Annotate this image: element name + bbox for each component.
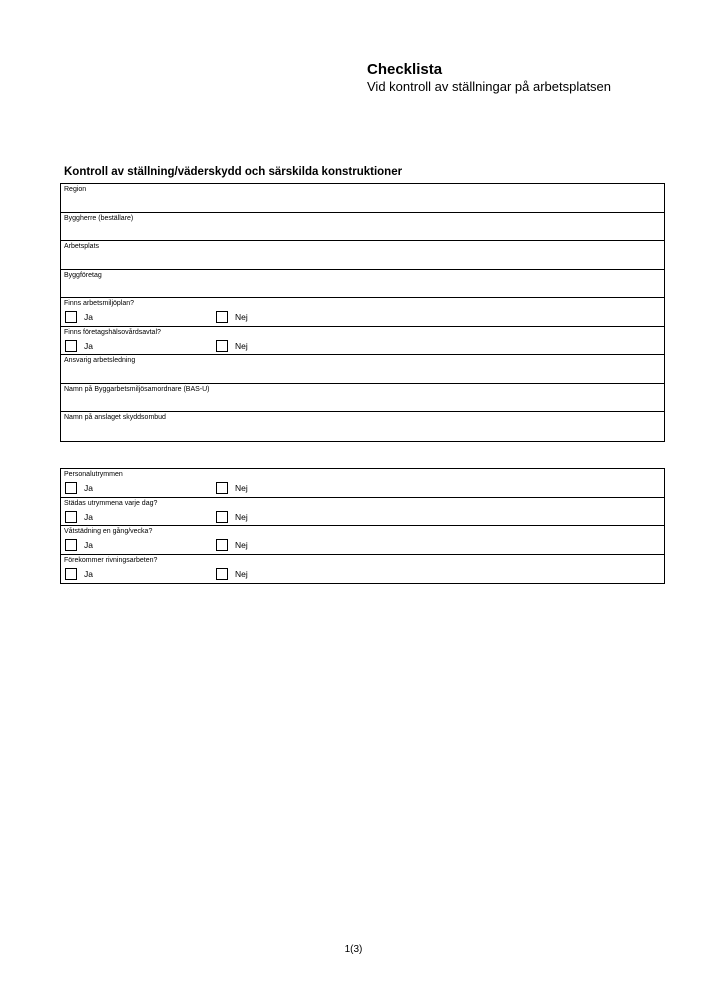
nej-label: Nej [235,511,248,522]
rivningsarbeten-ja-checkbox[interactable] [65,568,77,580]
ja-label: Ja [84,312,93,322]
document-subtitle: Vid kontroll av ställningar på arbetsplatsen [367,79,612,94]
halsovardsavtal-ja-checkbox[interactable] [65,340,77,352]
stadas-nej-option[interactable] [216,511,248,523]
vatstadning-nej-option[interactable] [216,539,248,551]
skyddsombud-row [61,412,664,441]
ja-label: Ja [84,511,93,522]
byggherre-row [61,213,664,242]
nej-label: Nej [235,312,248,322]
stadas-nej-checkbox[interactable] [216,511,228,523]
rivningsarbeten-nej-checkbox[interactable] [216,568,228,580]
arbetsledning-field[interactable] [64,366,661,381]
rivningsarbeten-label: Förekommer rivningsarbeten? [64,556,158,564]
personalutrymmen-ja-option[interactable] [65,482,93,494]
ja-label: Ja [84,540,93,550]
stadas-ja-option[interactable] [65,511,93,523]
arbetsplats-row [61,241,664,270]
halsovardsavtal-row [61,327,664,356]
skyddsombud-label: Namn på anslaget skyddsombud [64,414,166,421]
personalutrymmen-label: Personalutrymmen [64,471,123,478]
nej-label: Nej [235,340,248,351]
personalutrymmen-nej-option[interactable] [216,482,248,494]
arbetsmiljoplan-ja-option[interactable] [65,311,93,323]
rivningsarbeten-nej-option[interactable] [216,568,248,580]
site-info-table [60,183,665,442]
arbetsmiljoplan-nej-option[interactable] [216,311,248,323]
arbetsledning-label: Ansvarig arbetsledning [64,357,136,364]
region-field[interactable] [64,195,661,210]
stadas-ja-checkbox[interactable] [65,511,77,523]
region-row [61,184,664,213]
byggforetag-row [61,270,664,299]
vatstadning-row [61,526,664,555]
stadas-label: Städas utrymmena varje dag? [64,499,158,507]
stadas-row [61,498,664,527]
basu-field[interactable] [64,395,661,410]
byggforetag-field[interactable] [64,281,661,296]
halsovardsavtal-nej-checkbox[interactable] [216,340,228,352]
halsovardsavtal-label: Finns företagshälsovårdsavtal? [64,328,161,336]
arbetsmiljoplan-ja-checkbox[interactable] [65,311,77,323]
byggherre-label: Byggherre (beställare) [64,214,134,222]
document-header [367,61,611,95]
byggforetag-label: Byggföretag [64,271,102,279]
basu-label: Namn på Byggarbetsmiljösamordnare (BAS-U) [64,385,210,393]
nej-label: Nej [235,483,248,493]
personnel-facilities-table [60,468,665,584]
ja-label: Ja [84,568,93,579]
personalutrymmen-ja-checkbox[interactable] [65,482,77,494]
ja-label: Ja [84,340,93,351]
vatstadning-ja-checkbox[interactable] [65,539,77,551]
halsovardsavtal-ja-option[interactable] [65,340,93,352]
skyddsombud-field[interactable] [64,423,661,439]
document-title: Checklista [367,61,443,78]
personalutrymmen-nej-checkbox[interactable] [216,482,228,494]
arbetsmiljoplan-label: Finns arbetsmiljöplan? [64,300,135,307]
nej-label: Nej [235,540,248,550]
arbetsplats-field[interactable] [64,252,661,267]
nej-label: Nej [235,568,248,579]
personalutrymmen-row [61,469,664,498]
vatstadning-label: Våtstädning en gång/vecka? [64,528,153,535]
page-number: 1(3) [344,944,363,955]
section-title: Kontroll av ställning/väderskydd och särskilda konstruktioner [64,166,403,178]
rivningsarbeten-row [61,555,664,584]
region-label: Region [64,186,87,193]
arbetsplats-label: Arbetsplats [64,243,100,250]
arbetsmiljoplan-row [61,298,664,327]
arbetsmiljoplan-nej-checkbox[interactable] [216,311,228,323]
arbetsledning-row [61,355,664,384]
rivningsarbeten-ja-option[interactable] [65,568,93,580]
vatstadning-ja-option[interactable] [65,539,93,551]
basu-row [61,384,664,413]
vatstadning-nej-checkbox[interactable] [216,539,228,551]
ja-label: Ja [84,483,93,493]
byggherre-field[interactable] [64,224,661,239]
halsovardsavtal-nej-option[interactable] [216,340,248,352]
